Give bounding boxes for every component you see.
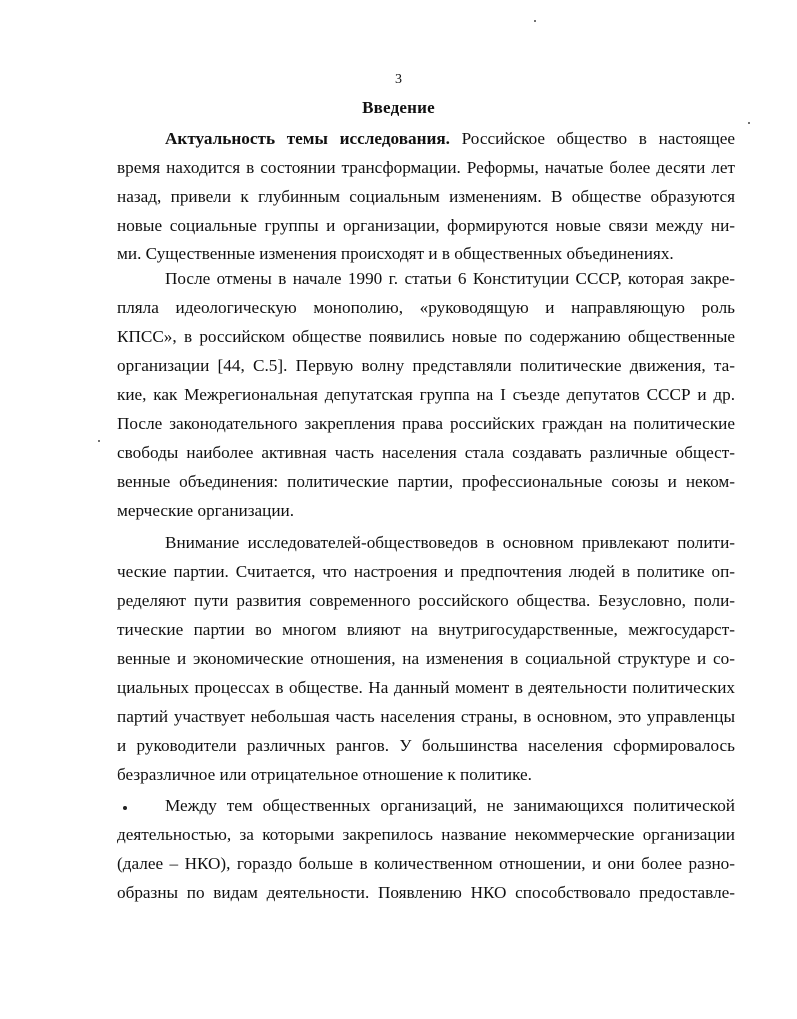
paragraph-2-line-2: пляла идеологическую монополию, «руководящую и направляющую роль [117,298,735,317]
paragraph-3-line-6: циальных процессах в обществе. На данный момент в деятельности политических [117,678,735,697]
page-number: 3 [395,72,402,87]
paragraph-2-line-5: кие, как Межрегиональная депутатская группа на I съезде депутатов СССР и др. [117,385,735,404]
paragraph-3-line-5: венные и экономические отношения, на изменения в социальной структуре и со- [117,649,735,668]
paragraph-1-line-1-text: Российское общество в настоящее [461,129,735,148]
section-title: Введение [362,98,435,117]
paragraph-3-line-8: и руководители различных рангов. У большинства населения сформировалось [117,736,735,755]
paragraph-1-line-3: назад, привели к глубинным социальным изменениям. В обществе образуются [117,187,735,206]
paragraph-3-line-1: Внимание исследователей-обществоведов в основном привлекают полити- [165,533,735,552]
paragraph-1-line-5: ми. Существенные изменения происходят и в общественных объединениях. [117,244,674,263]
paragraph-3-line-3: ределяют пути развития современного российского общества. Безусловно, поли- [117,591,735,610]
paragraph-3-line-7: партий участвует небольшая часть населения страны, в основном, это управленцы [117,707,735,726]
paragraph-2-line-6: После законодательного закрепления права российских граждан на политические [117,414,735,433]
paragraph-3-line-4: тические партии во многом влияют на внутригосударственные, межгосударст- [117,620,735,639]
scan-speck [98,440,100,442]
paragraph-2-line-8: венные объединения: политические партии, профессиональные союзы и неком- [117,472,735,491]
paragraph-3-line-2: ческие партии. Считается, что настроения и предпочтения людей в политике оп- [117,562,735,581]
scan-speck [748,122,750,124]
paragraph-2-line-1: После отмены в начале 1990 г. статьи 6 Конституции СССР, которая закре- [165,269,735,288]
paragraph-2-line-3: КПСС», в российском обществе появились новые по содержанию общественные [117,327,735,346]
scan-speck [123,806,127,810]
paragraph-3-line-9: безразличное или отрицательное отношение к политике. [117,765,532,784]
paragraph-2-line-9: мерческие организации. [117,501,295,520]
paragraph-1-lead: Актуальность темы исследования. [165,129,450,148]
paragraph-4-line-2: деятельностью, за которыми закрепилось название некоммерческие организации [117,825,735,844]
paragraph-4-line-3: (далее – НКО), гораздо больше в количественном отношении, и они более разно- [117,854,735,873]
paragraph-2-line-4: организации [44, С.5]. Первую волну представляли политические движения, та- [117,356,735,375]
paragraph-1-line-4: новые социальные группы и организации, формируются новые связи между ни- [117,216,735,235]
scan-speck [534,20,536,22]
paragraph-1-line-1 [117,129,735,151]
paragraph-1-line-2: время находится в состоянии трансформации. Реформы, начатые более десяти лет [117,158,735,177]
paragraph-4-line-1: Между тем общественных организаций, не занимающихся политической [165,796,735,815]
paragraph-2-line-7: свободы наиболее активная часть населения стала создавать различные общест- [117,443,735,462]
paragraph-4-line-4: образны по видам деятельности. Появлению НКО способствовало предоставле- [117,883,735,902]
